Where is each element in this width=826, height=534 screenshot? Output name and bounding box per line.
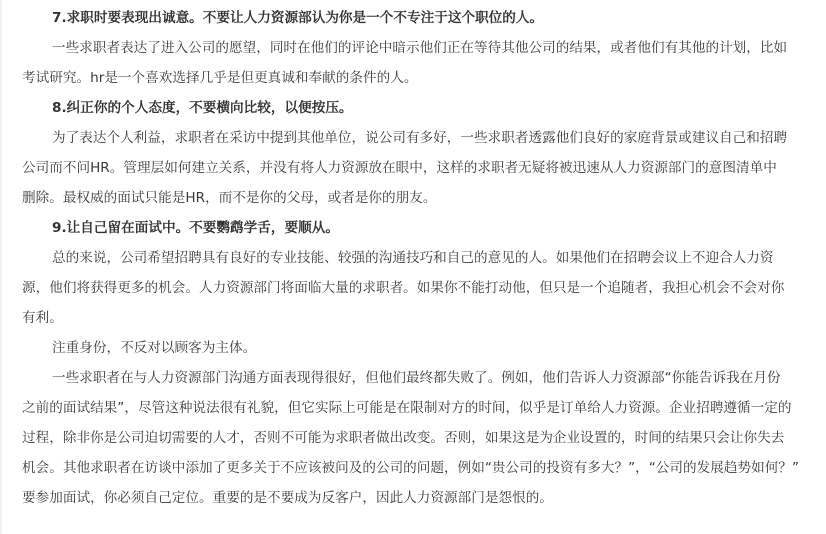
paragraph-line: 之前的面试结果”，尽管这种说法很有礼貌，但它实际上可能是在限制对方的时间，似乎是订单给人力资源。企业招聘遵循一定的 bbox=[22, 400, 792, 416]
paragraph-line: 一些求职者表达了进入公司的愿望，同时在他们的评论中暗示他们正在等待其他公司的结果，或者他们有其他的计划，比如 bbox=[52, 40, 788, 56]
paragraph-line: 注重身份，不反对以顾客为主体。 bbox=[52, 340, 257, 356]
paragraph-line: 删除。最权威的面试只能是HR，而不是你的父母，或者是你的朋友。 bbox=[22, 190, 437, 206]
paragraph-line: 过程，除非你是公司迫切需要的人才，否则不可能为求职者做出改变。否则，如果这是为企业设置的，时间的结果只会让你失去 bbox=[22, 430, 785, 446]
paragraph-line: 要参加面试，你必须自己定位。重要的是不要成为反客户，因此人力资源部门是怨恨的。 bbox=[22, 490, 553, 506]
paragraph-line: 考试研究。hr是一个喜欢选择几乎是但更真诚和奉献的条件的人。 bbox=[22, 70, 418, 86]
paragraph-line: 总的来说，公司希望招聘具有良好的专业技能、较强的沟通技巧和自己的意见的人。如果他们在招聘会议上不迎合人力资 bbox=[52, 250, 774, 266]
heading-point-9: 9.让自己留在面试中。不要鹦鹉学舌，要顺从。 bbox=[52, 220, 339, 236]
paragraph-line: 有利。 bbox=[22, 310, 63, 326]
heading-point-8: 8.纠正你的个人态度，不要横向比较，以便按压。 bbox=[52, 100, 353, 116]
paragraph-line: 一些求职者在与人力资源部门沟通方面表现得很好，但他们最终都失败了。例如，他们告诉人力资源部“你能告诉我在月份 bbox=[52, 370, 781, 386]
left-divider bbox=[0, 0, 2, 534]
heading-point-7: 7.求职时要表现出诚意。不要让人力资源部认为你是一个不专注于这个职位的人。 bbox=[52, 10, 544, 26]
paragraph-line: 源，他们将获得更多的机会。人力资源部门将面临大量的求职者。如果你不能打动他，但只是一个追随者，我担心机会不会对你 bbox=[22, 280, 785, 296]
paragraph-line: 机会。其他求职者在访谈中添加了更多关于不应该被问及的公司的问题，例如“贵公司的投资有多大？”，“公司的发展趋势如何？” bbox=[22, 460, 800, 476]
paragraph-line: 公司而不问HR。管理层如何建立关系，并没有将人力资源放在眼中，这样的求职者无疑将被迅速从人力资源部门的意图清单中 bbox=[22, 160, 777, 176]
paragraph-line: 为了表达个人利益，求职者在采访中提到其他单位，说公司有多好，一些求职者透露他们良好的家庭背景或建议自己和招聘 bbox=[52, 130, 788, 146]
